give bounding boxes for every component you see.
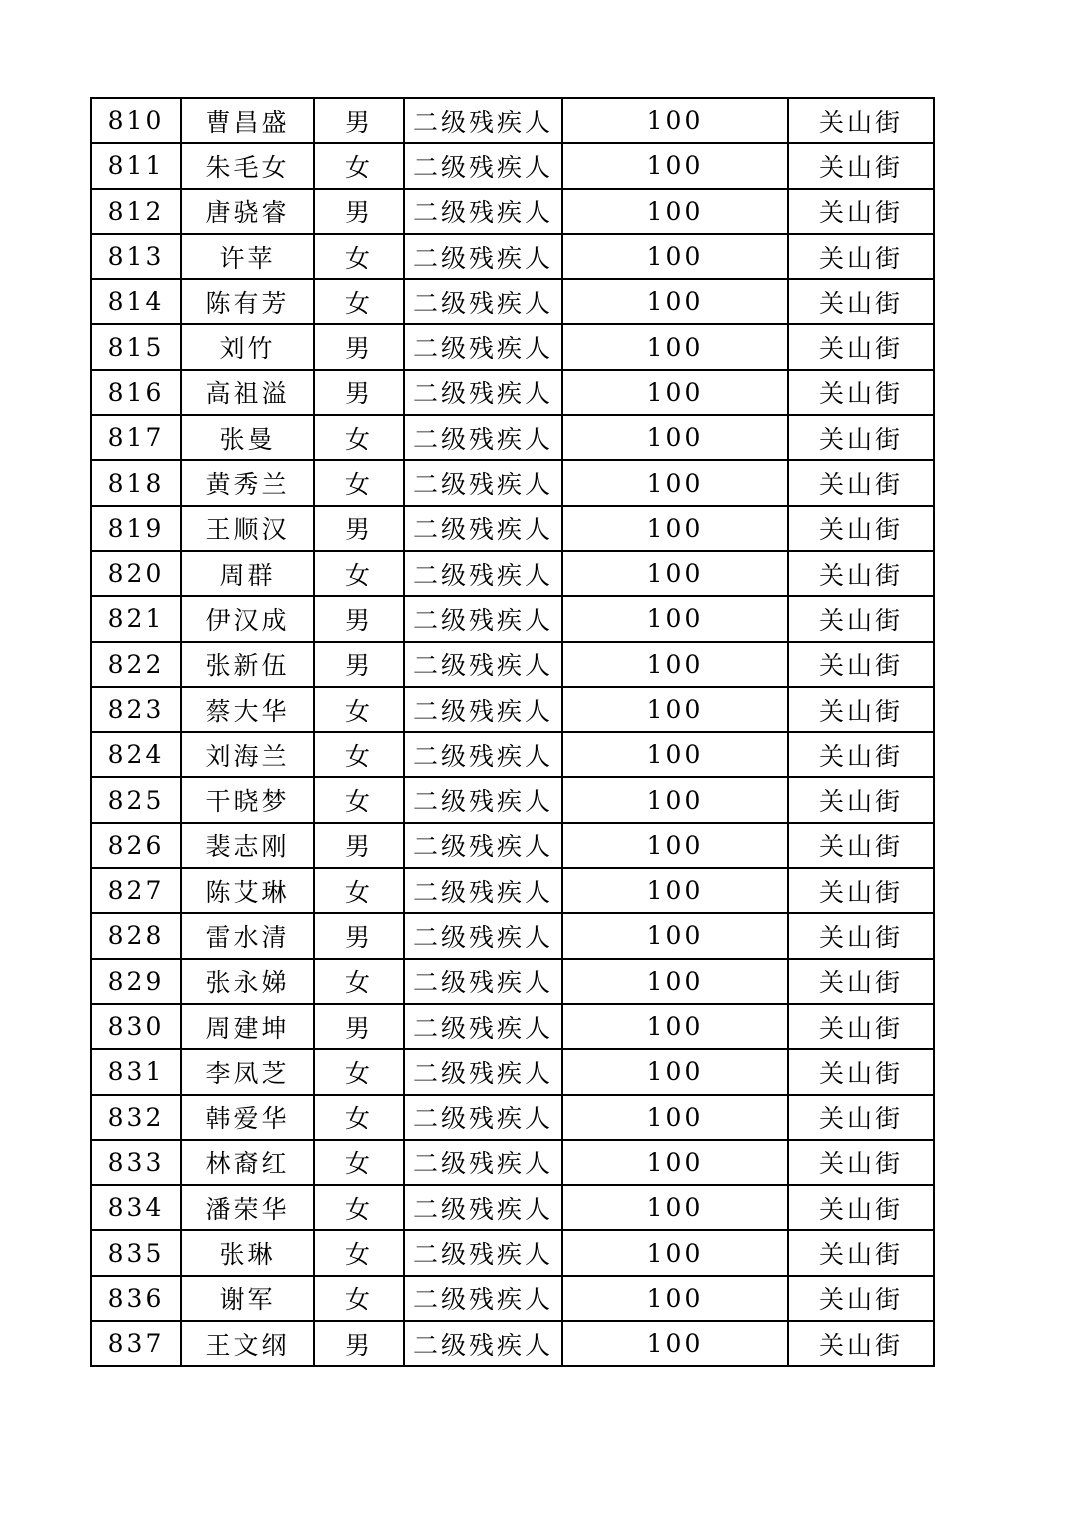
table-row — [91, 1095, 934, 1140]
cell-disability-level: 二级残疾人 — [404, 551, 562, 596]
cell-disability-level: 二级残疾人 — [404, 1095, 562, 1140]
cell-name: 裴志刚 — [181, 823, 314, 868]
cell-amount: 100 — [562, 732, 788, 777]
cell-number: 828 — [91, 913, 181, 958]
cell-disability-level: 二级残疾人 — [404, 1004, 562, 1049]
cell-amount: 100 — [562, 687, 788, 732]
cell-amount: 100 — [562, 98, 788, 143]
table-row — [91, 642, 934, 687]
cell-disability-level: 二级残疾人 — [404, 868, 562, 913]
cell-disability-level: 二级残疾人 — [404, 823, 562, 868]
cell-street: 关山街 — [788, 823, 934, 868]
cell-amount: 100 — [562, 1049, 788, 1094]
cell-gender: 女 — [314, 777, 404, 822]
cell-street: 关山街 — [788, 370, 934, 415]
table-row — [91, 460, 934, 505]
cell-amount: 100 — [562, 1140, 788, 1185]
cell-gender: 女 — [314, 959, 404, 1004]
cell-name: 王顺汉 — [181, 506, 314, 551]
cell-gender: 男 — [314, 324, 404, 369]
cell-name: 张琳 — [181, 1230, 314, 1275]
cell-number: 833 — [91, 1140, 181, 1185]
table-row — [91, 732, 934, 777]
table-row — [91, 1049, 934, 1094]
table-row — [91, 551, 934, 596]
cell-number: 829 — [91, 959, 181, 1004]
cell-name: 周群 — [181, 551, 314, 596]
table-row — [91, 913, 934, 958]
cell-disability-level: 二级残疾人 — [404, 98, 562, 143]
cell-amount: 100 — [562, 279, 788, 324]
table-row — [91, 98, 934, 143]
table-row — [91, 687, 934, 732]
cell-name: 朱毛女 — [181, 143, 314, 188]
cell-amount: 100 — [562, 1230, 788, 1275]
table-row — [91, 1185, 934, 1230]
cell-amount: 100 — [562, 189, 788, 234]
table-row — [91, 1230, 934, 1275]
table-row — [91, 324, 934, 369]
cell-gender: 女 — [314, 687, 404, 732]
table-row — [91, 959, 934, 1004]
cell-number: 811 — [91, 143, 181, 188]
cell-street: 关山街 — [788, 959, 934, 1004]
cell-gender: 女 — [314, 279, 404, 324]
cell-name: 周建坤 — [181, 1004, 314, 1049]
cell-number: 837 — [91, 1321, 181, 1366]
cell-name: 陈艾琳 — [181, 868, 314, 913]
cell-street: 关山街 — [788, 777, 934, 822]
cell-street: 关山街 — [788, 98, 934, 143]
cell-gender: 女 — [314, 868, 404, 913]
cell-number: 826 — [91, 823, 181, 868]
table-row — [91, 823, 934, 868]
cell-street: 关山街 — [788, 324, 934, 369]
cell-street: 关山街 — [788, 1095, 934, 1140]
cell-disability-level: 二级残疾人 — [404, 642, 562, 687]
cell-amount: 100 — [562, 551, 788, 596]
cell-gender: 男 — [314, 1321, 404, 1366]
cell-name: 陈有芳 — [181, 279, 314, 324]
cell-gender: 女 — [314, 415, 404, 460]
cell-number: 830 — [91, 1004, 181, 1049]
cell-street: 关山街 — [788, 868, 934, 913]
cell-number: 812 — [91, 189, 181, 234]
cell-gender: 男 — [314, 913, 404, 958]
cell-street: 关山街 — [788, 234, 934, 279]
cell-name: 高祖溢 — [181, 370, 314, 415]
cell-number: 819 — [91, 506, 181, 551]
cell-gender: 男 — [314, 98, 404, 143]
cell-name: 刘竹 — [181, 324, 314, 369]
cell-gender: 男 — [314, 642, 404, 687]
cell-street: 关山街 — [788, 1004, 934, 1049]
cell-street: 关山街 — [788, 1276, 934, 1321]
cell-street: 关山街 — [788, 913, 934, 958]
cell-amount: 100 — [562, 506, 788, 551]
cell-gender: 女 — [314, 1230, 404, 1275]
cell-street: 关山街 — [788, 1185, 934, 1230]
cell-name: 黄秀兰 — [181, 460, 314, 505]
cell-disability-level: 二级残疾人 — [404, 913, 562, 958]
cell-gender: 女 — [314, 1140, 404, 1185]
cell-street: 关山街 — [788, 596, 934, 641]
cell-name: 许苹 — [181, 234, 314, 279]
table-row — [91, 143, 934, 188]
cell-amount: 100 — [562, 143, 788, 188]
cell-street: 关山街 — [788, 1049, 934, 1094]
cell-name: 唐骁睿 — [181, 189, 314, 234]
cell-number: 836 — [91, 1276, 181, 1321]
cell-gender: 女 — [314, 143, 404, 188]
cell-amount: 100 — [562, 1276, 788, 1321]
cell-gender: 女 — [314, 460, 404, 505]
cell-disability-level: 二级残疾人 — [404, 460, 562, 505]
cell-gender: 女 — [314, 1049, 404, 1094]
cell-number: 815 — [91, 324, 181, 369]
table-row — [91, 1140, 934, 1185]
cell-street: 关山街 — [788, 687, 934, 732]
roster-table-body — [91, 98, 934, 1366]
table-row — [91, 234, 934, 279]
cell-disability-level: 二级残疾人 — [404, 687, 562, 732]
cell-disability-level: 二级残疾人 — [404, 777, 562, 822]
cell-name: 潘荣华 — [181, 1185, 314, 1230]
cell-amount: 100 — [562, 1185, 788, 1230]
cell-disability-level: 二级残疾人 — [404, 732, 562, 777]
cell-number: 814 — [91, 279, 181, 324]
cell-gender: 男 — [314, 823, 404, 868]
cell-gender: 女 — [314, 732, 404, 777]
cell-amount: 100 — [562, 460, 788, 505]
cell-amount: 100 — [562, 868, 788, 913]
cell-number: 817 — [91, 415, 181, 460]
cell-gender: 男 — [314, 1004, 404, 1049]
cell-amount: 100 — [562, 959, 788, 1004]
cell-gender: 男 — [314, 370, 404, 415]
cell-disability-level: 二级残疾人 — [404, 1230, 562, 1275]
table-row — [91, 1321, 934, 1366]
cell-amount: 100 — [562, 1004, 788, 1049]
cell-gender: 女 — [314, 234, 404, 279]
cell-gender: 女 — [314, 1095, 404, 1140]
cell-street: 关山街 — [788, 1230, 934, 1275]
cell-number: 816 — [91, 370, 181, 415]
cell-disability-level: 二级残疾人 — [404, 1049, 562, 1094]
cell-disability-level: 二级残疾人 — [404, 415, 562, 460]
cell-street: 关山街 — [788, 415, 934, 460]
cell-amount: 100 — [562, 234, 788, 279]
cell-number: 831 — [91, 1049, 181, 1094]
cell-amount: 100 — [562, 1095, 788, 1140]
table-row — [91, 868, 934, 913]
cell-number: 823 — [91, 687, 181, 732]
cell-number: 824 — [91, 732, 181, 777]
cell-name: 蔡大华 — [181, 687, 314, 732]
cell-number: 832 — [91, 1095, 181, 1140]
cell-number: 827 — [91, 868, 181, 913]
cell-gender: 女 — [314, 1276, 404, 1321]
cell-name: 张新伍 — [181, 642, 314, 687]
cell-street: 关山街 — [788, 460, 934, 505]
cell-amount: 100 — [562, 596, 788, 641]
cell-disability-level: 二级残疾人 — [404, 506, 562, 551]
cell-name: 林裔红 — [181, 1140, 314, 1185]
cell-name: 张永娣 — [181, 959, 314, 1004]
table-row — [91, 596, 934, 641]
cell-gender: 女 — [314, 1185, 404, 1230]
cell-amount: 100 — [562, 642, 788, 687]
cell-name: 王文纲 — [181, 1321, 314, 1366]
cell-disability-level: 二级残疾人 — [404, 189, 562, 234]
cell-street: 关山街 — [788, 279, 934, 324]
table-row — [91, 777, 934, 822]
cell-disability-level: 二级残疾人 — [404, 143, 562, 188]
cell-amount: 100 — [562, 913, 788, 958]
cell-name: 张曼 — [181, 415, 314, 460]
cell-disability-level: 二级残疾人 — [404, 1321, 562, 1366]
cell-disability-level: 二级残疾人 — [404, 324, 562, 369]
cell-amount: 100 — [562, 777, 788, 822]
cell-number: 834 — [91, 1185, 181, 1230]
cell-disability-level: 二级残疾人 — [404, 279, 562, 324]
cell-number: 825 — [91, 777, 181, 822]
cell-disability-level: 二级残疾人 — [404, 1185, 562, 1230]
cell-name: 李凤芝 — [181, 1049, 314, 1094]
cell-disability-level: 二级残疾人 — [404, 596, 562, 641]
table-row — [91, 189, 934, 234]
cell-name: 伊汉成 — [181, 596, 314, 641]
cell-name: 曹昌盛 — [181, 98, 314, 143]
cell-name: 刘海兰 — [181, 732, 314, 777]
table-row — [91, 279, 934, 324]
cell-amount: 100 — [562, 1321, 788, 1366]
cell-street: 关山街 — [788, 1140, 934, 1185]
cell-name: 雷水清 — [181, 913, 314, 958]
cell-gender: 男 — [314, 189, 404, 234]
cell-name: 干晓梦 — [181, 777, 314, 822]
cell-disability-level: 二级残疾人 — [404, 234, 562, 279]
table-row — [91, 1276, 934, 1321]
cell-street: 关山街 — [788, 642, 934, 687]
cell-street: 关山街 — [788, 1321, 934, 1366]
roster-table — [90, 97, 935, 1367]
cell-amount: 100 — [562, 415, 788, 460]
cell-disability-level: 二级残疾人 — [404, 1140, 562, 1185]
table-row — [91, 370, 934, 415]
cell-number: 820 — [91, 551, 181, 596]
cell-disability-level: 二级残疾人 — [404, 1276, 562, 1321]
cell-disability-level: 二级残疾人 — [404, 370, 562, 415]
cell-number: 821 — [91, 596, 181, 641]
cell-number: 810 — [91, 98, 181, 143]
cell-street: 关山街 — [788, 551, 934, 596]
cell-gender: 男 — [314, 596, 404, 641]
cell-street: 关山街 — [788, 506, 934, 551]
cell-amount: 100 — [562, 324, 788, 369]
table-row — [91, 415, 934, 460]
cell-gender: 男 — [314, 506, 404, 551]
table-row — [91, 506, 934, 551]
cell-gender: 女 — [314, 551, 404, 596]
cell-amount: 100 — [562, 823, 788, 868]
cell-street: 关山街 — [788, 189, 934, 234]
cell-name: 谢军 — [181, 1276, 314, 1321]
cell-name: 韩爱华 — [181, 1095, 314, 1140]
table-row — [91, 1004, 934, 1049]
cell-amount: 100 — [562, 370, 788, 415]
cell-number: 818 — [91, 460, 181, 505]
cell-street: 关山街 — [788, 143, 934, 188]
cell-number: 835 — [91, 1230, 181, 1275]
cell-street: 关山街 — [788, 732, 934, 777]
cell-number: 822 — [91, 642, 181, 687]
cell-disability-level: 二级残疾人 — [404, 959, 562, 1004]
cell-number: 813 — [91, 234, 181, 279]
